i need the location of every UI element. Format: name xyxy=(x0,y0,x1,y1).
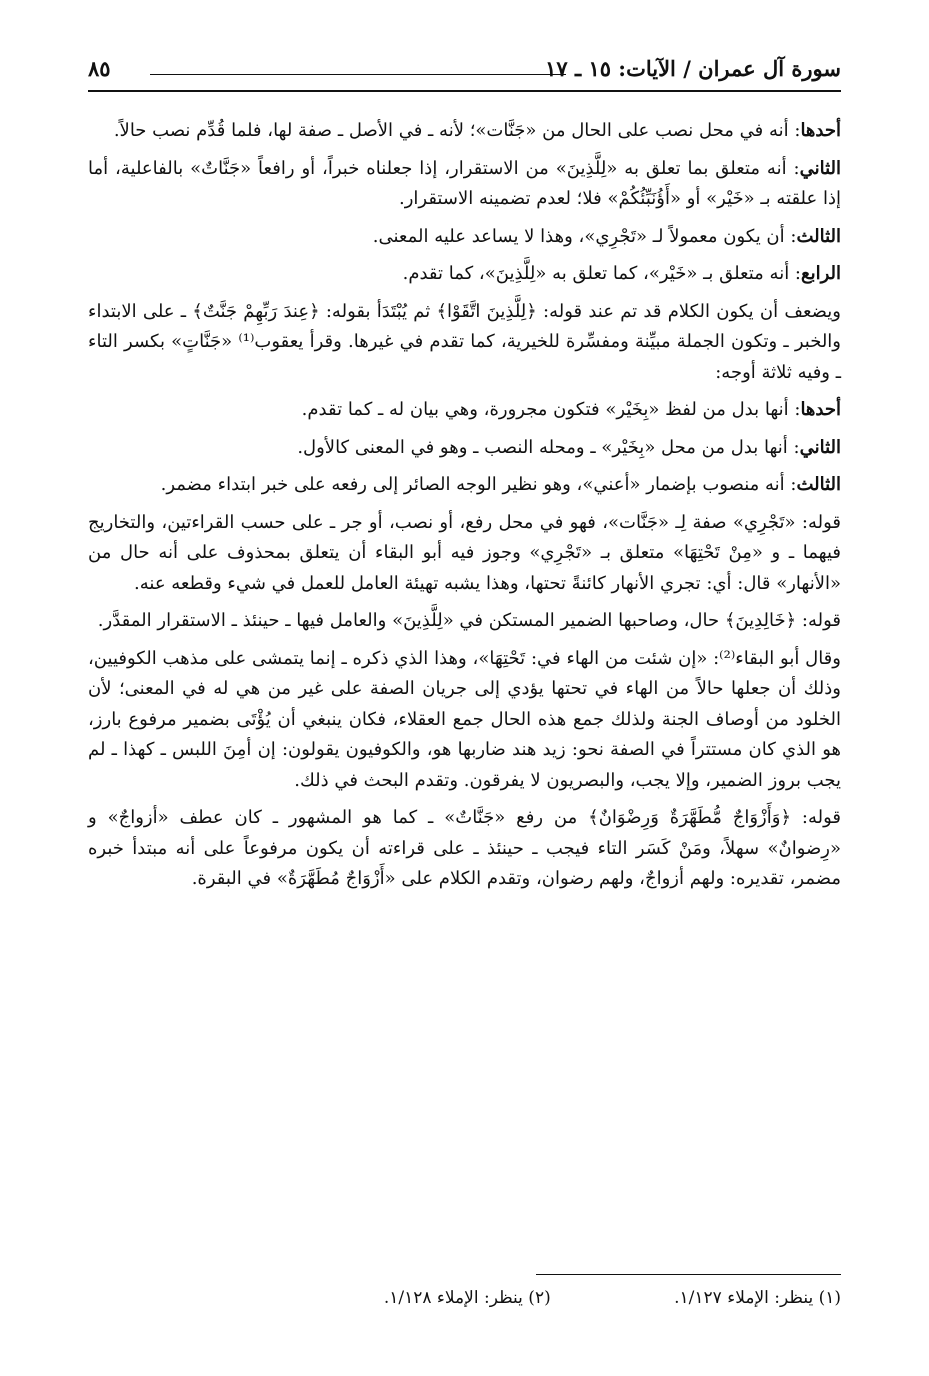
paragraph xyxy=(88,259,841,290)
paragraph-label: الثاني xyxy=(799,436,841,458)
paragraph xyxy=(88,395,841,426)
footnotes xyxy=(88,1288,841,1308)
body-text xyxy=(88,116,841,902)
footnote-2: (٢) ينظر: الإملاء ١/١٢٨. xyxy=(383,1288,551,1308)
paragraph-text: : أنه متعلق بما تعلق به «لِلَّذِينَ» من الاستقرار، إذا جعلناه خبراً، أو رافعاً «جَنَّاتٌ» بالفاعلية، أما إذا علقته بـ «خَيْر» أو «أَؤُنَبِّئُكُمْ» فلا؛ لعدم تضمينه الاستقرار. xyxy=(88,157,841,209)
paragraph-text: ويضعف أن يكون الكلام قد تم عند قوله: ﴿لِلَّذِينَ اتَّقَوْا﴾ ثم يُبْتَدَأ بقوله: ﴿عِندَ رَبِّهِمْ جَنَّتٌ﴾ ـ على الابتداء والخبر ـ وتكون الجملة مبيِّنة ومفسِّرة للخيرية، كما تقدم في غيرها. وقرأ يعقوب⁽¹⁾ «جَنَّاتٍ» بكسر التاء ـ وفيه ثلاثة أوجه: xyxy=(88,300,841,383)
paragraph xyxy=(88,433,841,464)
paragraph-text: : أنه في محل نصب على الحال من «جَنَّات»؛ لأنه ـ في الأصل ـ صفة لها، فلما قُدِّم نصب حالاً. xyxy=(113,120,801,141)
header-dash-line xyxy=(150,74,566,75)
paragraph xyxy=(88,470,841,501)
paragraph-text: وقال أبو البقاء⁽²⁾: «إن شئت من الهاء في: تَحْتِهَا»، وهذا الذي ذكره ـ إنما يتمشى على مذهب الكوفيين، وذلك أن جعلها حالاً من الهاء في تحتها يؤدي إلى جريان الصفة على غير من هي له في المعنى؛ لأن الخلود من أوصاف الجنة ولذلك جمع هذه الحال جمع العقلاء، فكان ينبغي أن يُؤْتَى بضمير مرفوع بارز، هو الذي كان مستتراً في الصفة نحو: زيد هند ضاربها هو، والكوفيون يقولون: إن أمِنَ اللبس ـ كهذا ـ لم يجب بروز الضمير، وإلا يجب، والبصريون لا يفرقون. وتقدم البحث في ذلك. xyxy=(88,647,841,791)
page-header xyxy=(88,56,841,88)
paragraph-text: : أن يكون معمولاً لـ «تَجْرِي»، وهذا لا يساعد عليه المعنى. xyxy=(372,225,797,247)
paragraph xyxy=(88,222,841,253)
paragraph-text: : أنها بدل من محل «بِخَيْر» ـ ومحله النصب ـ وهو في المعنى كالأول. xyxy=(297,436,800,458)
footnote-rule xyxy=(536,1274,841,1275)
paragraph xyxy=(88,606,841,637)
paragraph xyxy=(88,297,841,389)
paragraph-label: الثاني xyxy=(799,157,841,179)
paragraph xyxy=(88,508,841,600)
paragraph-text: قوله: ﴿خَالِدِينَ﴾ حال، وصاحبها الضمير المستكن في «لِلَّذِينَ» والعامل فيها ـ حينئذ ـ الاستقرار المقدَّر. xyxy=(97,610,841,631)
paragraph-text: : أنها بدل من لفظ «بِخَيْر» فتكون مجرورة، وهي بيان له ـ كما تقدم. xyxy=(301,399,801,420)
running-title: سورة آل عمران / الآيات: ١٥ ـ ١٧ xyxy=(545,56,841,81)
paragraph-text: قوله: ﴿وَأَزْوَاجٌ مُّطَهَّرَةٌ وَرِضْوَانٌ﴾ من رفع «جَنَّاتٌ» ـ كما هو المشهور ـ كان عطف «أزواجٌ» و «رِضوانٌ» سهلاً، ومَنْ كَسَر التاء فيجب ـ حينئذ ـ على قراءته أن يكون مرفوعاً على أنه مبتدأ خبره مضمر، تقديره: ولهم أزواجٌ، ولهم رضوان، وتقدم الكلام على «أَزْوَاجٌ مُطَهَّرَةٌ» في البقرة. xyxy=(88,807,841,889)
paragraph-label: أحدها xyxy=(800,120,841,141)
paragraph-label: الثالث xyxy=(796,225,841,247)
paragraph xyxy=(88,154,841,215)
page-number: ٨٥ xyxy=(88,56,111,81)
header-rule xyxy=(88,90,841,92)
paragraph-label: الثالث xyxy=(796,474,841,495)
paragraph-text: : أنه منصوب بإضمار «أعني»، وهو نظير الوجه الصائر إلى رفعه على خبر ابتداء مضمر. xyxy=(160,474,797,495)
paragraph-label: أحدها xyxy=(800,399,841,420)
paragraph xyxy=(88,116,841,147)
paragraph-text: قوله: «تَجْرِي» صفة لِـ «جَنَّات»، فهو في محل رفع، أو نصب، أو جر ـ على حسب القراءتين، والتخاريج فيهما ـ و «مِنْ تَحْتِهَا» متعلق بـ «تَجْرِي» وجوز فيه أبو البقاء أن يتعلق بمحذوف على أنه حال من «الأنهار» قال: أي: تجري الأنهار كائنةً تحتها، وهذا يشبه تهيئة العامل للعمل في شيء وقطعه عنه. xyxy=(88,511,841,594)
paragraph xyxy=(88,644,841,797)
footnote-1: (١) ينظر: الإملاء ١/١٢٧. xyxy=(674,1288,841,1308)
paragraph xyxy=(88,803,841,895)
paragraph-label: الرابع xyxy=(800,263,841,284)
paragraph-text: : أنه متعلق بـ «خَيْر»، كما تعلق به «لِلَّذِينَ»، كما تقدم. xyxy=(402,263,801,284)
